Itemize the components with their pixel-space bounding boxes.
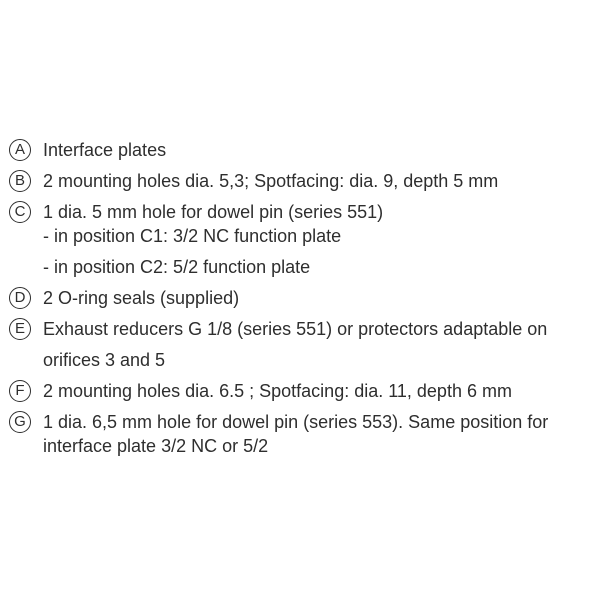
legend-d-line-1: 2 O-ring seals (supplied) <box>43 288 240 308</box>
badge-g: G <box>9 411 31 433</box>
legend-c-line-3: - in position C2: 5/2 function plate <box>43 257 311 277</box>
legend-f-line-1: 2 mounting holes dia. 6.5 ; Spotfacing: dia. 11, depth 6 mm <box>43 381 512 401</box>
legend-c-line-1: 1 dia. 5 mm hole for dowel pin (series 551) <box>43 202 384 222</box>
badge-a: A <box>9 139 31 161</box>
legend-e-line-2: orifices 3 and 5 <box>43 350 166 370</box>
badge-c: C <box>9 201 31 223</box>
badge-e: E <box>9 318 31 340</box>
badge-d: D <box>9 287 31 309</box>
badge-b: B <box>9 170 31 192</box>
legend-e-line-1: Exhaust reducers G 1/8 (series 551) or protectors adaptable on <box>43 319 548 339</box>
legend-b-line-1: 2 mounting holes dia. 5,3; Spotfacing: dia. 9, depth 5 mm <box>43 171 499 191</box>
legend-a-line-1: Interface plates <box>43 140 167 160</box>
legend-g-line-1: 1 dia. 6,5 mm hole for dowel pin (series 553). Same position for <box>43 412 549 432</box>
legend-g-line-2: interface plate 3/2 NC or 5/2 <box>43 436 269 456</box>
badge-f: F <box>9 380 31 402</box>
legend-c-line-2: - in position C1: 3/2 NC function plate <box>43 226 342 246</box>
